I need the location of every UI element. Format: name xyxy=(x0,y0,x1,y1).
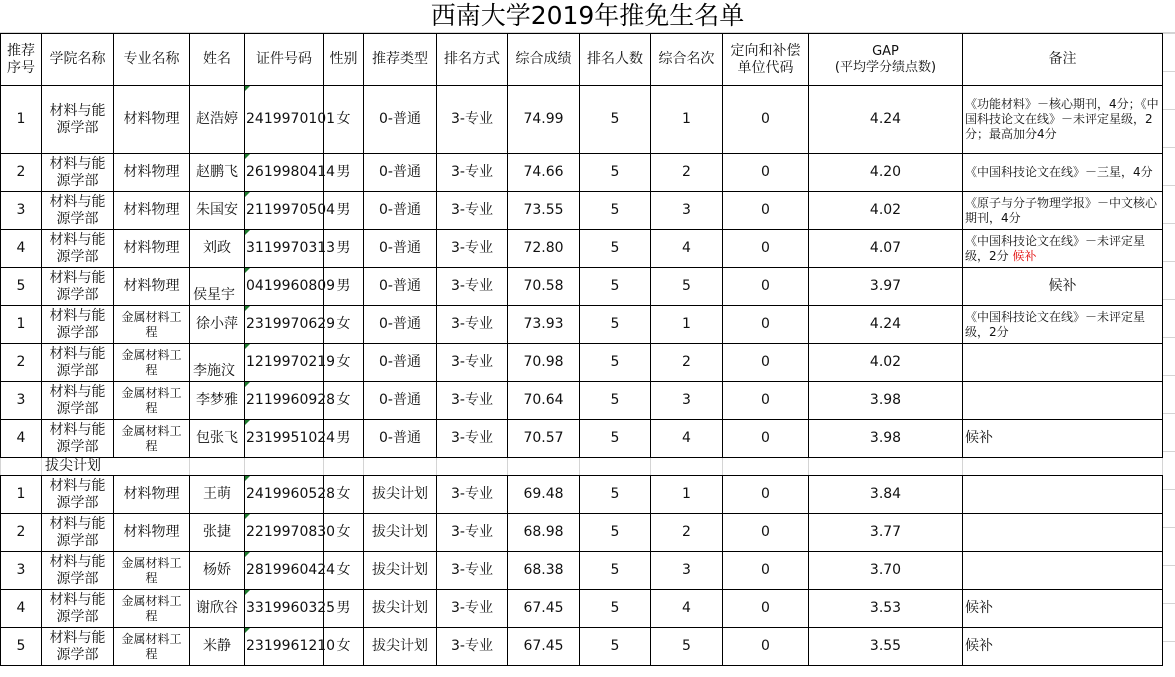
cell-unit[interactable]: 0 xyxy=(723,268,809,306)
cell-major[interactable]: 材料物理 xyxy=(114,86,190,154)
header-rec-type[interactable]: 推荐类型 xyxy=(364,34,437,86)
cell-rank-method[interactable]: 3-专业 xyxy=(437,306,508,344)
cell-id[interactable]: 2819960424 xyxy=(245,552,324,590)
cell-rank-method[interactable]: 3-专业 xyxy=(437,344,508,382)
cell-rank-method[interactable]: 3-专业 xyxy=(437,590,508,628)
cell-name[interactable]: 张捷 xyxy=(190,514,245,552)
table-row xyxy=(1,590,1163,628)
cell-rank[interactable]: 4 xyxy=(651,420,723,458)
cell-seq[interactable]: 1 xyxy=(1,86,42,154)
page-title: 西南大学2019年推免生名单 xyxy=(0,0,1175,33)
cell-score[interactable]: 68.98 xyxy=(508,514,580,552)
cell-id[interactable]: 3319960325 xyxy=(245,590,324,628)
cell-rec-type[interactable]: 0-普通 xyxy=(364,268,437,306)
table-body-top-talent xyxy=(1,476,1163,666)
cell-rank-method[interactable]: 3-专业 xyxy=(437,628,508,666)
cell-gap[interactable]: 4.02 xyxy=(809,344,963,382)
cell-college[interactable]: 材料与能源学部 xyxy=(42,382,114,420)
cell-note[interactable] xyxy=(963,230,1163,268)
cell-gap[interactable]: 3.70 xyxy=(809,552,963,590)
cell-major[interactable]: 金属材料工程 xyxy=(114,628,190,666)
table-row xyxy=(1,476,1163,514)
cell-rank[interactable]: 3 xyxy=(651,192,723,230)
note-text: 候补 xyxy=(965,638,993,654)
cell-note[interactable] xyxy=(963,344,1163,382)
cell-rank-method[interactable]: 3-专业 xyxy=(437,268,508,306)
table-row xyxy=(1,86,1163,154)
table-row xyxy=(1,230,1163,268)
table-row xyxy=(1,268,1163,306)
cell-score[interactable]: 70.98 xyxy=(508,344,580,382)
cell-rank[interactable]: 2 xyxy=(651,154,723,192)
cell-rank[interactable]: 3 xyxy=(651,552,723,590)
header-unit-line2: 单位代码 xyxy=(737,59,794,76)
admission-table xyxy=(0,33,1163,666)
cell-note[interactable] xyxy=(963,514,1163,552)
cell-id[interactable]: 1219970219 xyxy=(245,344,324,382)
cell-gap[interactable]: 3.77 xyxy=(809,514,963,552)
cell-note[interactable] xyxy=(963,590,1163,628)
cell-seq[interactable]: 3 xyxy=(1,552,42,590)
table-row xyxy=(1,628,1163,666)
cell-unit[interactable]: 0 xyxy=(723,192,809,230)
cell-score[interactable]: 72.80 xyxy=(508,230,580,268)
cell-unit[interactable]: 0 xyxy=(723,154,809,192)
cell-major[interactable]: 材料物理 xyxy=(114,192,190,230)
cell-name[interactable]: 侯星宇 xyxy=(190,268,245,306)
cell-name[interactable]: 杨娇 xyxy=(190,552,245,590)
cell-college[interactable]: 材料与能源学部 xyxy=(42,628,114,666)
cell-count[interactable]: 5 xyxy=(580,306,651,344)
cell-gender[interactable]: 女 xyxy=(324,552,364,590)
table-row xyxy=(1,306,1163,344)
header-id[interactable]: 证件号码 xyxy=(245,34,324,86)
cell-unit[interactable]: 0 xyxy=(723,590,809,628)
table-row xyxy=(1,514,1163,552)
cell-unit[interactable]: 0 xyxy=(723,420,809,458)
cell-gender[interactable]: 女 xyxy=(324,86,364,154)
cell-note[interactable] xyxy=(963,420,1163,458)
cell-name[interactable]: 赵鹏飞 xyxy=(190,154,245,192)
table-row xyxy=(1,382,1163,420)
cell-rank-method[interactable]: 3-专业 xyxy=(437,230,508,268)
cell-id[interactable]: 2119970504 xyxy=(245,192,324,230)
cell-rank[interactable]: 1 xyxy=(651,86,723,154)
cell-rec-type[interactable]: 0-普通 xyxy=(364,192,437,230)
cell-college[interactable]: 材料与能源学部 xyxy=(42,192,114,230)
cell-id[interactable]: 2319951024 xyxy=(245,420,324,458)
cell-major[interactable]: 材料物理 xyxy=(114,514,190,552)
cell-name[interactable]: 谢欣谷 xyxy=(190,590,245,628)
cell-gender[interactable]: 女 xyxy=(324,306,364,344)
cell-seq[interactable]: 5 xyxy=(1,268,42,306)
cell-rank[interactable]: 5 xyxy=(651,268,723,306)
cell-unit[interactable]: 0 xyxy=(723,230,809,268)
cell-rec-type[interactable]: 0-普通 xyxy=(364,154,437,192)
table-body-regular xyxy=(1,86,1163,458)
cell-id[interactable]: 2419960528 xyxy=(245,476,324,514)
cell-gender[interactable]: 男 xyxy=(324,192,364,230)
section-separator xyxy=(1,458,1163,476)
cell-college[interactable]: 材料与能源学部 xyxy=(42,420,114,458)
cell-score[interactable]: 69.48 xyxy=(508,476,580,514)
cell-unit[interactable]: 0 xyxy=(723,628,809,666)
cell-id[interactable]: 2619980414 xyxy=(245,154,324,192)
cell-rank[interactable]: 4 xyxy=(651,590,723,628)
cell-unit[interactable]: 0 xyxy=(723,514,809,552)
cell-rank[interactable]: 3 xyxy=(651,382,723,420)
table-row xyxy=(1,154,1163,192)
cell-gap[interactable]: 3.98 xyxy=(809,382,963,420)
cell-gap[interactable]: 4.24 xyxy=(809,86,963,154)
cell-college[interactable]: 材料与能源学部 xyxy=(42,268,114,306)
cell-major[interactable]: 金属材料工程 xyxy=(114,420,190,458)
cell-gender[interactable]: 女 xyxy=(324,628,364,666)
cell-score[interactable]: 70.57 xyxy=(508,420,580,458)
cell-college[interactable]: 材料与能源学部 xyxy=(42,86,114,154)
cell-rank-method[interactable]: 3-专业 xyxy=(437,154,508,192)
cell-rec-type[interactable]: 0-普通 xyxy=(364,420,437,458)
cell-rank-method[interactable]: 3-专业 xyxy=(437,86,508,154)
cell-major[interactable]: 材料物理 xyxy=(114,268,190,306)
cell-rank[interactable]: 1 xyxy=(651,306,723,344)
cell-college[interactable]: 材料与能源学部 xyxy=(42,154,114,192)
cell-rank[interactable]: 2 xyxy=(651,344,723,382)
cell-count[interactable]: 5 xyxy=(580,382,651,420)
cell-rec-type[interactable]: 拔尖计划 xyxy=(364,514,437,552)
cell-rec-type[interactable]: 0-普通 xyxy=(364,306,437,344)
cell-major[interactable]: 材料物理 xyxy=(114,476,190,514)
cell-id[interactable]: 2319961210 xyxy=(245,628,324,666)
cell-seq[interactable]: 4 xyxy=(1,230,42,268)
header-seq[interactable]: 推荐序号 xyxy=(1,34,42,86)
header-rank[interactable]: 综合名次 xyxy=(651,34,723,86)
cell-count[interactable]: 5 xyxy=(580,230,651,268)
cell-count[interactable]: 5 xyxy=(580,514,651,552)
cell-gender[interactable]: 女 xyxy=(324,344,364,382)
cell-gap[interactable]: 3.55 xyxy=(809,628,963,666)
cell-note[interactable] xyxy=(963,476,1163,514)
note-waitlist-mark: 候补 xyxy=(1012,248,1037,263)
cell-seq[interactable]: 4 xyxy=(1,590,42,628)
note-text: 《原子与分子物理学报》－中文核心期刊，4分 xyxy=(965,195,1158,225)
header-note[interactable]: 备注 xyxy=(963,34,1163,86)
header-name[interactable]: 姓名 xyxy=(190,34,245,86)
cell-rec-type[interactable]: 0-普通 xyxy=(364,86,437,154)
cell-note[interactable] xyxy=(963,86,1163,154)
cell-name[interactable]: 王萌 xyxy=(190,476,245,514)
cell-seq[interactable]: 4 xyxy=(1,420,42,458)
cell-seq[interactable]: 2 xyxy=(1,514,42,552)
header-gap-line1: GAP xyxy=(872,43,899,59)
cell-rec-type[interactable]: 拔尖计划 xyxy=(364,476,437,514)
cell-unit[interactable]: 0 xyxy=(723,552,809,590)
cell-major[interactable]: 材料物理 xyxy=(114,230,190,268)
cell-id[interactable]: 3119970313 xyxy=(245,230,324,268)
cell-count[interactable]: 5 xyxy=(580,344,651,382)
cell-id[interactable]: 2119960928 xyxy=(245,382,324,420)
cell-count[interactable]: 5 xyxy=(580,476,651,514)
cell-note[interactable] xyxy=(963,552,1163,590)
cell-name[interactable]: 李梦雅 xyxy=(190,382,245,420)
note-text: 候补 xyxy=(965,430,993,446)
cell-score[interactable]: 68.38 xyxy=(508,552,580,590)
cell-unit[interactable]: 0 xyxy=(723,476,809,514)
cell-seq[interactable]: 1 xyxy=(1,476,42,514)
cell-score[interactable]: 73.55 xyxy=(508,192,580,230)
header-gap[interactable] xyxy=(809,34,963,86)
cell-college[interactable]: 材料与能源学部 xyxy=(42,344,114,382)
cell-major[interactable]: 金属材料工程 xyxy=(114,306,190,344)
cell-note[interactable] xyxy=(963,306,1163,344)
section-label[interactable]: 拔尖计划 xyxy=(42,458,190,476)
cell-name[interactable]: 包张飞 xyxy=(190,420,245,458)
cell-count[interactable]: 5 xyxy=(580,192,651,230)
cell-rank-method[interactable]: 3-专业 xyxy=(437,476,508,514)
cell-rank-method[interactable]: 3-专业 xyxy=(437,382,508,420)
header-unit[interactable] xyxy=(723,34,809,86)
cell-id[interactable]: 2319970629 xyxy=(245,306,324,344)
cell-college[interactable]: 材料与能源学部 xyxy=(42,590,114,628)
cell-name[interactable]: 李施汶 xyxy=(190,344,245,382)
cell-rec-type[interactable]: 0-普通 xyxy=(364,382,437,420)
cell-college[interactable]: 材料与能源学部 xyxy=(42,476,114,514)
cell-count[interactable]: 5 xyxy=(580,590,651,628)
cell-note[interactable] xyxy=(963,628,1163,666)
cell-count[interactable]: 5 xyxy=(580,154,651,192)
cell-note[interactable] xyxy=(963,192,1163,230)
cell-note[interactable] xyxy=(963,382,1163,420)
cell-seq[interactable]: 3 xyxy=(1,192,42,230)
cell-major[interactable]: 金属材料工程 xyxy=(114,382,190,420)
cell-name[interactable]: 刘政 xyxy=(190,230,245,268)
header-score[interactable]: 综合成绩 xyxy=(508,34,580,86)
header-unit-line1: 定向和补偿 xyxy=(730,42,801,59)
cell-rank[interactable]: 5 xyxy=(651,628,723,666)
cell-count[interactable]: 5 xyxy=(580,268,651,306)
cell-rec-type[interactable]: 0-普通 xyxy=(364,230,437,268)
header-gender[interactable]: 性别 xyxy=(324,34,364,86)
cell-score[interactable]: 74.66 xyxy=(508,154,580,192)
cell-name[interactable]: 赵浩婷 xyxy=(190,86,245,154)
cell-score[interactable]: 74.99 xyxy=(508,86,580,154)
cell-unit[interactable]: 0 xyxy=(723,86,809,154)
cell-id[interactable]: 2419970101 xyxy=(245,86,324,154)
cell-gender[interactable]: 女 xyxy=(324,514,364,552)
cell-seq[interactable]: 1 xyxy=(1,306,42,344)
cell-rec-type[interactable]: 0-普通 xyxy=(364,344,437,382)
cell-name[interactable]: 米静 xyxy=(190,628,245,666)
note-text: 《功能材料》－核心期刊，4分；《中国科技论文在线》－未评定星级，2分；最高加分4分 xyxy=(965,97,1159,141)
cell-name[interactable]: 徐小萍 xyxy=(190,306,245,344)
cell-score[interactable]: 73.93 xyxy=(508,306,580,344)
cell-gender[interactable]: 男 xyxy=(324,268,364,306)
table-row xyxy=(1,344,1163,382)
table-row xyxy=(1,420,1163,458)
cell-gender[interactable]: 男 xyxy=(324,154,364,192)
cell-count[interactable]: 5 xyxy=(580,628,651,666)
cell-gap[interactable]: 4.24 xyxy=(809,306,963,344)
cell-gap[interactable]: 3.98 xyxy=(809,420,963,458)
cell-name[interactable]: 朱国安 xyxy=(190,192,245,230)
cell-rank-method[interactable]: 3-专业 xyxy=(437,552,508,590)
cell-rank[interactable]: 4 xyxy=(651,230,723,268)
header-row xyxy=(1,34,1163,86)
cell-major[interactable]: 金属材料工程 xyxy=(114,590,190,628)
cell-count[interactable]: 5 xyxy=(580,420,651,458)
header-rank-method[interactable]: 排名方式 xyxy=(437,34,508,86)
cell-major[interactable]: 金属材料工程 xyxy=(114,552,190,590)
cell-college[interactable]: 材料与能源学部 xyxy=(42,230,114,268)
cell-gap[interactable]: 4.07 xyxy=(809,230,963,268)
cell-score[interactable]: 67.45 xyxy=(508,628,580,666)
cell-college[interactable]: 材料与能源学部 xyxy=(42,306,114,344)
header-gap-line2: (平均学分绩点数) xyxy=(834,59,937,75)
note-text: 《中国科技论文在线》－未评定星级，2分 xyxy=(965,309,1146,339)
cell-gender[interactable]: 男 xyxy=(324,590,364,628)
cell-college[interactable]: 材料与能源学部 xyxy=(42,552,114,590)
cell-gender[interactable]: 男 xyxy=(324,420,364,458)
cell-rec-type[interactable]: 拔尖计划 xyxy=(364,590,437,628)
cell-seq[interactable]: 5 xyxy=(1,628,42,666)
note-text: 候补 xyxy=(965,600,993,616)
note-text: 候补 xyxy=(1048,278,1077,294)
cell-major[interactable]: 材料物理 xyxy=(114,154,190,192)
note-text: 《中国科技论文在线》－三星，4分 xyxy=(965,165,1153,179)
cell-gender[interactable]: 男 xyxy=(324,230,364,268)
cell-score[interactable]: 70.58 xyxy=(508,268,580,306)
cell-rank[interactable]: 2 xyxy=(651,514,723,552)
cell-seq[interactable]: 2 xyxy=(1,344,42,382)
cell-gap[interactable]: 4.20 xyxy=(809,154,963,192)
cell-unit[interactable]: 0 xyxy=(723,344,809,382)
section-row xyxy=(1,458,1163,476)
cell-rank-method[interactable]: 3-专业 xyxy=(437,192,508,230)
cell-count[interactable]: 5 xyxy=(580,552,651,590)
cell-rec-type[interactable]: 拔尖计划 xyxy=(364,552,437,590)
header-count[interactable]: 排名人数 xyxy=(580,34,651,86)
table-row xyxy=(1,552,1163,590)
cell-gap[interactable]: 3.97 xyxy=(809,268,963,306)
cell-id[interactable]: 0419960809 xyxy=(245,268,324,306)
cell-score[interactable]: 67.45 xyxy=(508,590,580,628)
cell-rank-method[interactable]: 3-专业 xyxy=(437,514,508,552)
cell-note[interactable] xyxy=(963,268,1163,306)
cell-rec-type[interactable]: 拔尖计划 xyxy=(364,628,437,666)
cell-unit[interactable]: 0 xyxy=(723,382,809,420)
cell-unit[interactable]: 0 xyxy=(723,306,809,344)
cell-gap[interactable]: 3.53 xyxy=(809,590,963,628)
cell-gender[interactable]: 女 xyxy=(324,382,364,420)
table-row xyxy=(1,192,1163,230)
cell-count[interactable]: 5 xyxy=(580,86,651,154)
cell-score[interactable]: 70.64 xyxy=(508,382,580,420)
empty-grid-area xyxy=(1163,33,1175,677)
cell-rank[interactable]: 1 xyxy=(651,476,723,514)
header-college[interactable]: 学院名称 xyxy=(42,34,114,86)
note-text: 《中国科技论文在线》－未评定星级，2分 xyxy=(965,233,1146,263)
cell-seq[interactable]: 3 xyxy=(1,382,42,420)
cell-major[interactable]: 金属材料工程 xyxy=(114,344,190,382)
cell-rank-method[interactable]: 3-专业 xyxy=(437,420,508,458)
cell-gender[interactable]: 女 xyxy=(324,476,364,514)
cell-id[interactable]: 2219970830 xyxy=(245,514,324,552)
header-major[interactable]: 专业名称 xyxy=(114,34,190,86)
cell-gap[interactable]: 3.84 xyxy=(809,476,963,514)
cell-gap[interactable]: 4.02 xyxy=(809,192,963,230)
cell-seq[interactable]: 2 xyxy=(1,154,42,192)
cell-note[interactable] xyxy=(963,154,1163,192)
cell-college[interactable]: 材料与能源学部 xyxy=(42,514,114,552)
